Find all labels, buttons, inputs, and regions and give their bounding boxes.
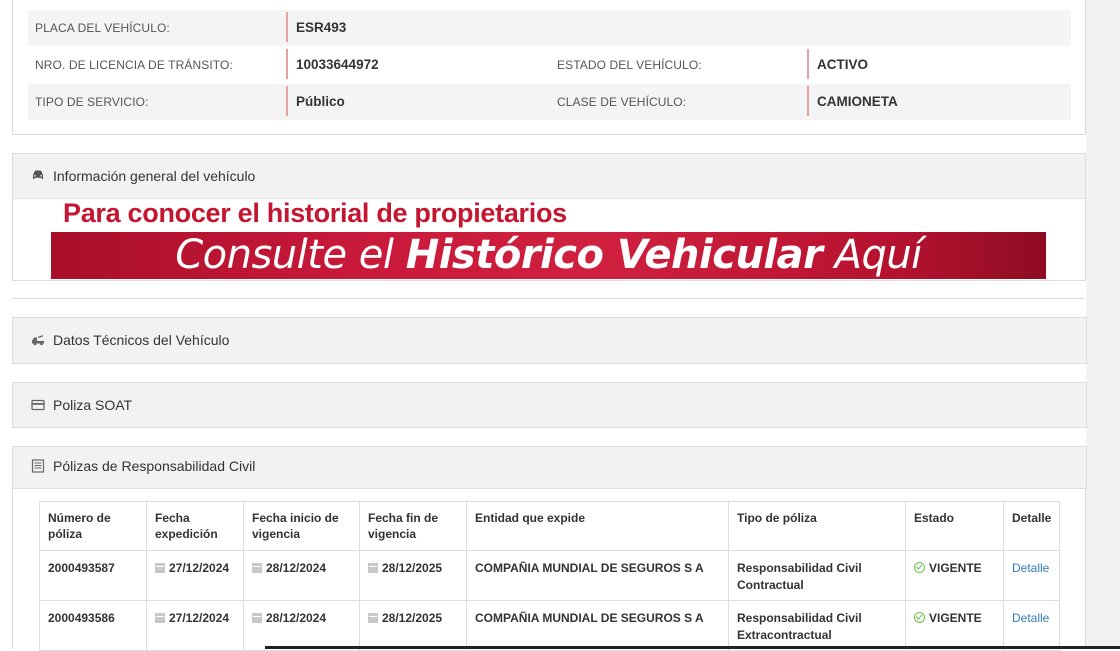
info-row-placa bbox=[28, 10, 1071, 46]
detalle-link[interactable]: Detalle bbox=[1012, 561, 1050, 575]
polizas-table bbox=[39, 501, 1060, 651]
cell-detalle bbox=[1004, 551, 1060, 601]
estado-badge: VIGENTE bbox=[929, 611, 982, 625]
promo-banner-text bbox=[51, 234, 1046, 276]
panel-polizas-rc-title: Pólizas de Responsabilidad Civil bbox=[53, 458, 256, 474]
col-header-estado: Estado bbox=[906, 502, 1004, 551]
cell-tipo: Responsabilidad Civil Contractual bbox=[729, 551, 906, 601]
cell-tipo: Responsabilidad Civil Extracontractual bbox=[729, 601, 906, 651]
panel-poliza-soat-title: Poliza SOAT bbox=[53, 397, 133, 413]
panel-border-left bbox=[12, 487, 13, 649]
cell-expedicion bbox=[147, 551, 244, 601]
cell-fin bbox=[360, 551, 467, 601]
calendar-icon bbox=[252, 613, 262, 623]
servicio-value: Público bbox=[286, 86, 345, 116]
banner-text-pre: Consulte el bbox=[175, 232, 406, 278]
car-icon bbox=[31, 168, 45, 182]
detalle-link[interactable]: Detalle bbox=[1012, 611, 1050, 625]
panel-border-right bbox=[1085, 487, 1086, 649]
divider bbox=[12, 298, 1085, 299]
credit-card-icon bbox=[31, 398, 45, 412]
clase-label: CLASE DE VEHÍCULO: bbox=[557, 95, 687, 109]
cell-fin-value: 28/12/2025 bbox=[382, 561, 443, 575]
servicio-label: TIPO DE SERVICIO: bbox=[35, 95, 149, 109]
col-header-fin: Fecha fin de vigencia bbox=[360, 502, 467, 551]
estado-label: ESTADO DEL VEHÍCULO: bbox=[557, 58, 702, 72]
estado-value: ACTIVO bbox=[807, 49, 868, 79]
col-header-detalle: Detalle bbox=[1004, 502, 1060, 551]
placa-label: PLACA DEL VEHÍCULO: bbox=[35, 21, 170, 35]
cell-numero: 2000493587 bbox=[40, 551, 147, 601]
historico-vehicular-banner[interactable] bbox=[51, 232, 1046, 279]
col-header-entidad: Entidad que expide bbox=[467, 502, 729, 551]
cell-fin-value: 28/12/2025 bbox=[382, 611, 443, 625]
placa-value: ESR493 bbox=[286, 12, 346, 42]
cell-numero: 2000493586 bbox=[40, 601, 147, 651]
cell-entidad: COMPAÑIA MUNDIAL DE SEGUROS S A bbox=[467, 601, 729, 651]
cell-inicio-value: 28/12/2024 bbox=[266, 611, 327, 625]
vehicle-summary-card bbox=[12, 0, 1086, 135]
cell-expedicion-value: 27/12/2024 bbox=[169, 561, 230, 575]
truck-icon bbox=[31, 333, 45, 347]
cell-estado bbox=[906, 601, 1004, 651]
list-icon bbox=[31, 459, 45, 473]
table-row bbox=[40, 601, 1060, 651]
panel-datos-tecnicos[interactable] bbox=[12, 317, 1087, 364]
calendar-icon bbox=[155, 613, 165, 623]
licencia-value: 10033644972 bbox=[286, 49, 379, 79]
info-row-licencia bbox=[28, 47, 1071, 83]
cell-estado bbox=[906, 551, 1004, 601]
estado-badge: VIGENTE bbox=[929, 561, 982, 575]
cell-detalle bbox=[1004, 601, 1060, 651]
table-header-row bbox=[40, 502, 1060, 551]
page-scroll-gutter bbox=[1086, 0, 1120, 649]
licencia-label: NRO. DE LICENCIA DE TRÁNSITO: bbox=[35, 58, 233, 72]
promo-heading[interactable]: Para conocer el historial de propietarios bbox=[63, 198, 567, 228]
banner-text-post: Aquí bbox=[822, 232, 922, 278]
col-header-expedicion: Fecha expedición bbox=[147, 502, 244, 551]
cell-entidad: COMPAÑIA MUNDIAL DE SEGUROS S A bbox=[467, 551, 729, 601]
check-circle-icon bbox=[914, 612, 925, 623]
info-row-servicio bbox=[28, 84, 1071, 120]
general-info-header[interactable] bbox=[13, 154, 1085, 199]
cell-inicio bbox=[244, 601, 360, 651]
check-circle-icon bbox=[914, 562, 925, 573]
cell-fin bbox=[360, 601, 467, 651]
cell-expedicion-value: 27/12/2024 bbox=[169, 611, 230, 625]
calendar-icon bbox=[155, 563, 165, 573]
col-header-numero: Número de póliza bbox=[40, 502, 147, 551]
banner-text-bold: Histórico Vehicular bbox=[405, 232, 823, 278]
general-info-title: Información general del vehículo bbox=[53, 168, 256, 184]
cell-inicio bbox=[244, 551, 360, 601]
calendar-icon bbox=[368, 613, 378, 623]
panel-poliza-soat[interactable] bbox=[12, 382, 1087, 428]
col-header-inicio: Fecha inicio de vigencia bbox=[244, 502, 360, 551]
col-header-tipo: Tipo de póliza bbox=[729, 502, 906, 551]
panel-datos-tecnicos-title: Datos Técnicos del Vehículo bbox=[53, 332, 230, 348]
cell-expedicion bbox=[147, 601, 244, 651]
clase-value: CAMIONETA bbox=[807, 86, 898, 116]
table-row bbox=[40, 551, 1060, 601]
cell-inicio-value: 28/12/2024 bbox=[266, 561, 327, 575]
calendar-icon bbox=[368, 563, 378, 573]
panel-polizas-rc[interactable] bbox=[12, 446, 1087, 489]
calendar-icon bbox=[252, 563, 262, 573]
